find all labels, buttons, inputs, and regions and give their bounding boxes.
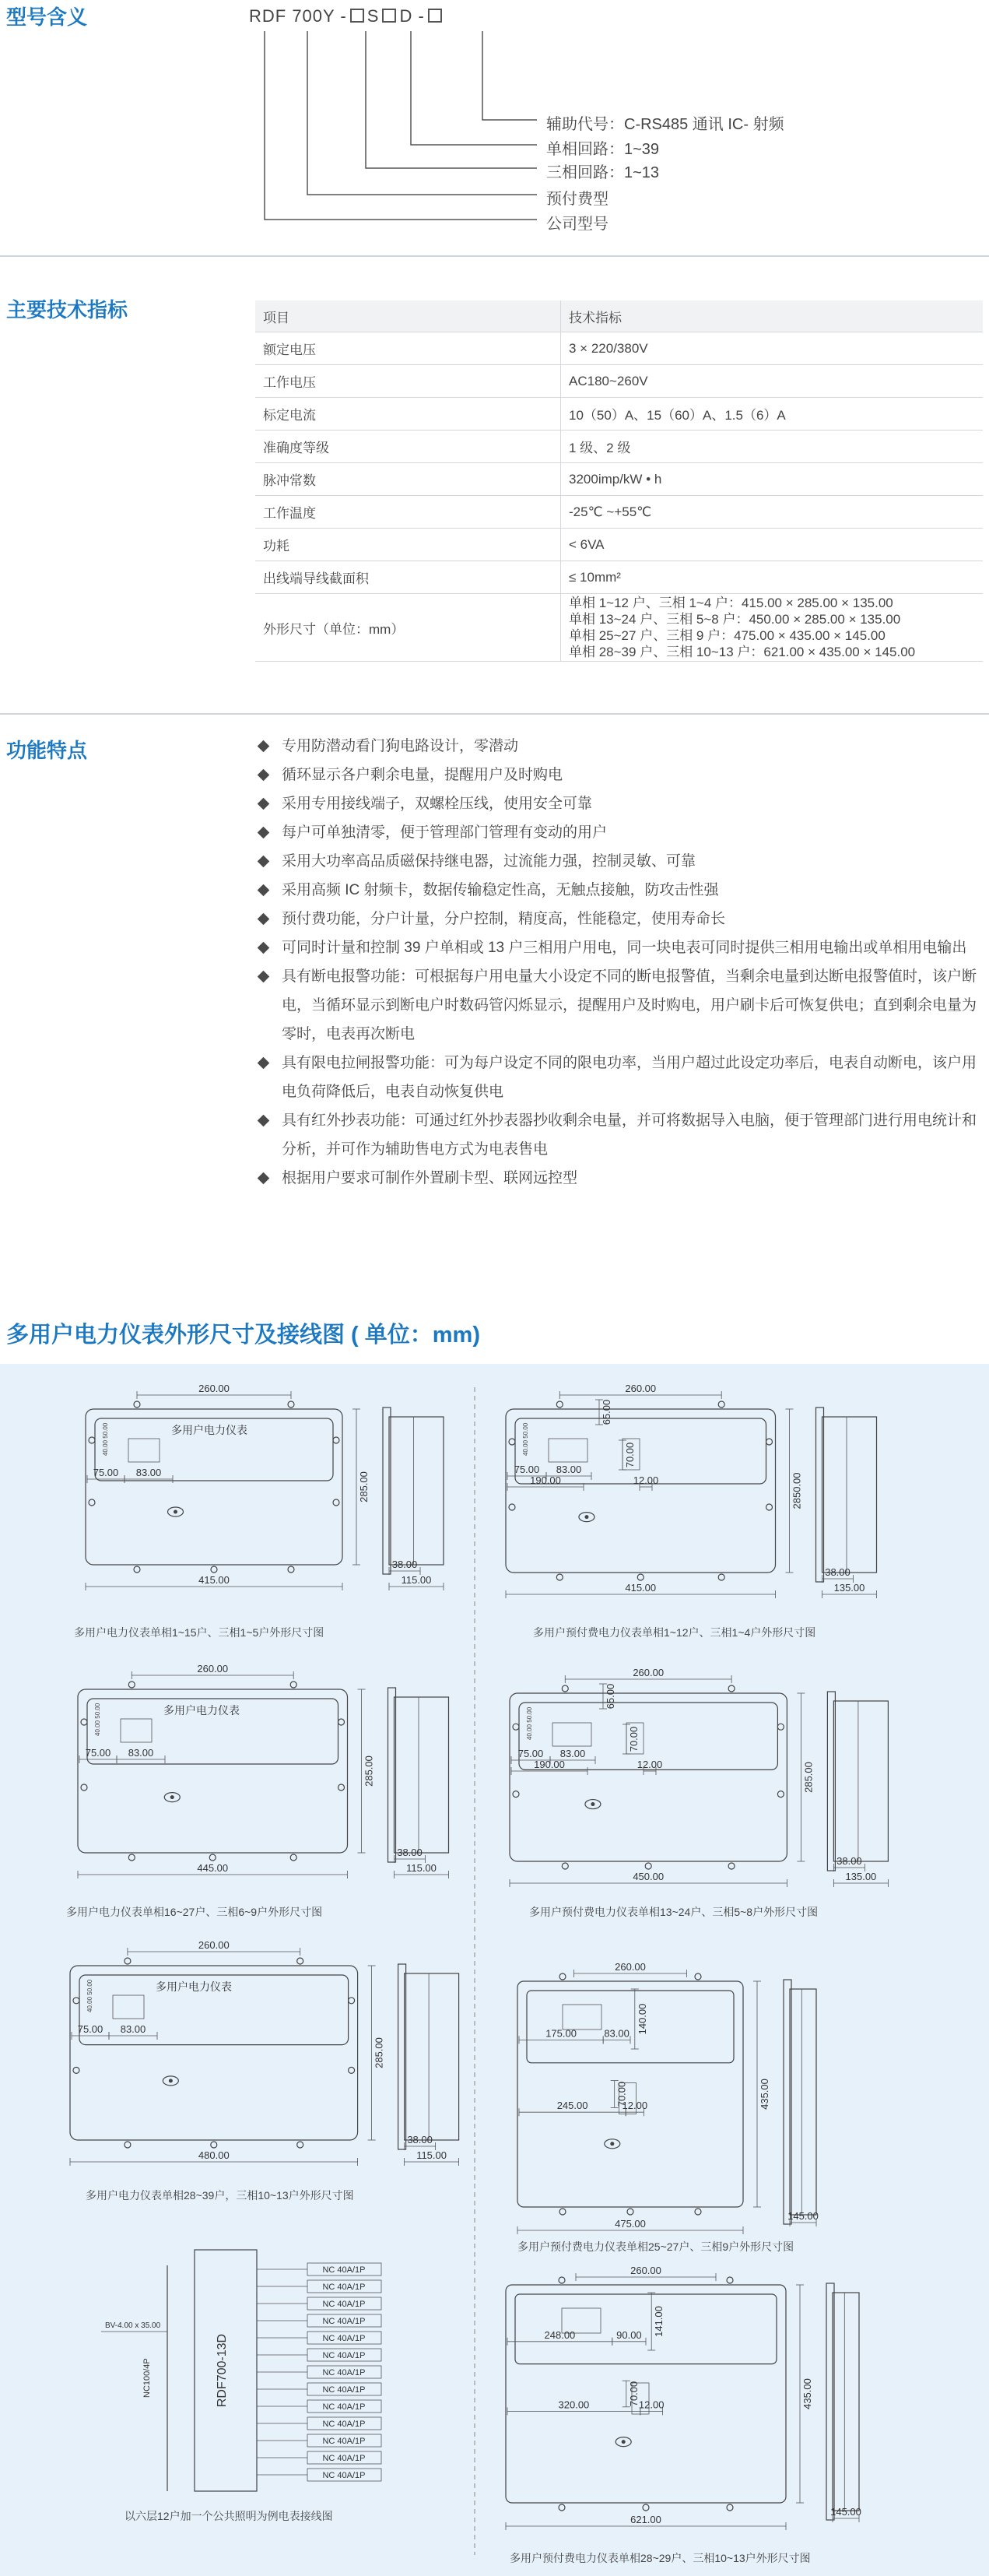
dimension-label: 12.00 — [622, 2100, 648, 2112]
dimension-label: 415.00 — [625, 1582, 657, 1594]
eye-icon-pupil — [170, 1795, 174, 1799]
dimension-label: 40.00 50.00 — [94, 1703, 101, 1736]
table-row — [255, 594, 983, 662]
eye-icon-pupil — [622, 2440, 626, 2444]
model-label-company: 公司型号 — [546, 216, 608, 233]
display-box — [552, 1723, 591, 1746]
table-row — [255, 431, 983, 463]
mount-hole — [728, 1863, 735, 1869]
dimension-label: 83.00 — [556, 1464, 582, 1475]
mount-hole — [288, 1401, 294, 1407]
model-code-prefix: RDF 700Y - — [249, 6, 347, 26]
mount-hole — [509, 1439, 515, 1445]
mount-hole — [728, 1685, 735, 1692]
table-row — [255, 561, 983, 594]
device-label: RDF700-13D — [216, 2333, 229, 2408]
dimension-label: 40.00 50.00 — [102, 1422, 109, 1456]
bus-label: NC100/4P — [142, 2358, 152, 2398]
mount-hole — [125, 1958, 131, 1964]
section-title-specs: 主要技术指标 — [6, 298, 128, 322]
display-box — [113, 1995, 144, 2019]
side-view — [405, 1973, 459, 2140]
dimension-label: 115.00 — [401, 1574, 432, 1586]
mount-hole — [637, 1574, 644, 1580]
dimension-label: 75.00 — [93, 1467, 119, 1478]
mount-hole — [559, 2209, 566, 2215]
dimension-label: 135.00 — [833, 1582, 865, 1594]
table-row — [255, 496, 983, 529]
spec-item: 功耗 — [255, 529, 561, 561]
spec-item: 外形尺寸（单位：mm） — [255, 594, 561, 662]
spec-value: 10（50）A、15（60）A、1.5（6）A — [561, 398, 984, 431]
dimension-label: 12.00 — [633, 1474, 659, 1486]
dimension-label: 38.00 — [407, 2134, 433, 2145]
dimension-label: 83.00 — [120, 2023, 146, 2035]
meter-body — [506, 2285, 786, 2503]
mount-hole — [297, 2142, 303, 2148]
mount-hole — [509, 1504, 515, 1510]
dimension-label: 90.00 — [616, 2328, 642, 2341]
diagram-caption: 多用户电力仪表单相1~15户、三相1~5户外形尺寸图 — [74, 1626, 324, 1639]
breaker-label: NC 40A/1P — [322, 2368, 366, 2377]
breaker-label: NC 40A/1P — [322, 2334, 366, 2343]
mount-hole — [562, 1863, 568, 1869]
dimension-label: 480.00 — [198, 2149, 230, 2161]
spec-header-item: 项目 — [255, 300, 561, 332]
table-row — [255, 365, 983, 398]
spec-value: 1 级、2 级 — [561, 431, 984, 463]
mount-hole — [73, 1998, 79, 2004]
eye-icon-pupil — [169, 2079, 173, 2082]
list-item: 采用专用接线端子，双螺栓压线，使用安全可靠 — [255, 789, 983, 818]
dimension-label: 435.00 — [801, 2378, 813, 2409]
spec-item: 工作温度 — [255, 496, 561, 529]
mount-hole — [556, 1574, 563, 1580]
mount-hole — [81, 1784, 87, 1791]
mount-hole — [695, 2209, 701, 2215]
mount-hole — [718, 1574, 724, 1580]
dimension-label: 285.00 — [363, 1755, 375, 1787]
dimension-label: 12.00 — [637, 1759, 663, 1770]
breaker-label: NC 40A/1P — [322, 2385, 366, 2395]
diagram-caption: 以六层12户加一个公共照明为例电表接线图 — [125, 2510, 333, 2522]
mount-hole — [695, 1973, 701, 1980]
side-view — [822, 1417, 877, 1573]
mount-hole — [288, 1566, 294, 1573]
mount-hole — [643, 2504, 649, 2511]
breaker-label: NC 40A/1P — [322, 2265, 366, 2275]
dimension-drawing — [62, 1382, 498, 1615]
dimension-label: 65.00 — [605, 1683, 616, 1710]
dimension-label: 75.00 — [514, 1464, 540, 1475]
mount-hole — [777, 1724, 784, 1730]
dimension-label: 83.00 — [135, 1467, 162, 1478]
dimension-label: 245.00 — [556, 2100, 588, 2112]
dimension-label: 145.00 — [830, 2506, 861, 2518]
mount-hole — [627, 2209, 633, 2215]
display-box — [563, 2005, 601, 2030]
breaker-label: NC 40A/1P — [322, 2351, 366, 2360]
dimension-label: 141.00 — [653, 2306, 665, 2337]
dims-line: 单相 25~27 户、三相 9 户：475.00 × 435.00 × 145.00 — [569, 628, 886, 643]
dimension-label: 140.00 — [636, 2003, 648, 2035]
dimension-label: 190.00 — [534, 1759, 565, 1770]
display-box — [128, 1439, 160, 1462]
mount-hole — [290, 1854, 296, 1861]
list-item: 采用高频 IC 射频卡，数据传输稳定性高，无触点接触，防攻击性强 — [255, 876, 983, 905]
dimension-label: 38.00 — [391, 1559, 418, 1570]
breaker-label: NC 40A/1P — [322, 2471, 366, 2480]
dimension-label: 285.00 — [802, 1762, 815, 1793]
dimension-drawing — [47, 1938, 482, 2172]
model-label-aux: 辅助代号：C-RS485 通讯 IC- 射频 — [546, 116, 784, 133]
dimension-label: 38.00 — [836, 1855, 862, 1867]
mount-hole — [556, 1401, 563, 1407]
breaker-label: NC 40A/1P — [322, 2317, 366, 2326]
list-item: 预付费功能，分户计量，分户控制，精度高，性能稳定，使用寿命长 — [255, 905, 983, 933]
dimension-label: 260.00 — [633, 1667, 665, 1678]
mount-hole — [349, 1998, 355, 2004]
dimension-label: 260.00 — [198, 1383, 230, 1394]
table-row — [255, 463, 983, 496]
dimension-label: 285.00 — [373, 2037, 385, 2068]
dimension-label: 38.00 — [397, 1847, 423, 1858]
eye-icon-pupil — [610, 2142, 614, 2145]
dims-line: 单相 1~12 户、三相 1~4 户：415.00 × 285.00 × 135.00 — [569, 596, 893, 610]
meter-body — [510, 1693, 787, 1861]
dimension-label: 285.00 — [358, 1471, 370, 1502]
meter-label: 多用户电力仪表 — [156, 1980, 232, 1993]
diagram-caption: 多用户预付费电力仪表单相1~12户、三相1~4户外形尺寸图 — [533, 1626, 816, 1639]
mount-hole — [766, 1439, 773, 1445]
dimension-label: 260.00 — [615, 1962, 646, 1973]
dimension-label: 70.00 — [624, 1442, 636, 1468]
mount-hole — [727, 2504, 733, 2511]
list-item: 具有红外抄表功能：可通过红外抄表器抄收剩余电量，并可将数据导入电脑，便于管理部门进行用电统计和分析，并可作为辅助售电方式为电表售电 — [255, 1106, 983, 1164]
dimension-label: 190.00 — [530, 1474, 561, 1486]
meter-body — [506, 1409, 776, 1573]
mount-hole — [134, 1566, 140, 1573]
mount-hole — [211, 2142, 217, 2148]
mount-hole — [766, 1504, 773, 1510]
list-item: 可同时计量和控制 39 户单相或 13 户三相用户用电，同一块电表可同时提供三相用电输出或单相用电输出 — [255, 933, 983, 962]
mount-hole — [777, 1791, 784, 1798]
mount-hole — [333, 1437, 339, 1443]
dimension-label: 40.00 50.00 — [86, 1979, 93, 2012]
mount-hole — [211, 1566, 217, 1573]
mount-hole — [559, 2504, 565, 2511]
diagram-caption: 多用户预付费电力仪表单相13~24户、三相5~8户外形尺寸图 — [529, 1906, 819, 1918]
dimension-label: 75.00 — [85, 1747, 111, 1759]
spec-table-header — [255, 300, 983, 332]
mount-hole — [562, 1685, 568, 1692]
section-title-features: 功能特点 — [6, 739, 88, 762]
spec-value: < 6VA — [561, 529, 984, 561]
dims-line: 单相 28~39 户、三相 10~13 户：621.00 × 435.00 × 145.00 — [569, 645, 916, 659]
model-label-prepaid: 预付费型 — [546, 191, 608, 208]
mount-hole — [290, 1682, 296, 1688]
dimension-label: 260.00 — [625, 1383, 657, 1394]
dimension-drawing — [54, 1662, 490, 1896]
dimension-label: 65.00 — [601, 1399, 612, 1425]
spec-item: 脉冲常数 — [255, 463, 561, 496]
side-view — [833, 1701, 888, 1861]
mount-hole — [128, 1854, 135, 1861]
mount-hole — [727, 2277, 733, 2283]
meter-label: 多用户电力仪表 — [171, 1424, 247, 1436]
model-label-three: 三相回路：1~13 — [546, 164, 660, 181]
list-item: 具有限电拉闸报警功能：可为每户设定不同的限电功率，当用户超过此设定功率后，电表自动断电，该户用电负荷降低后，电表自动恢复供电 — [255, 1049, 983, 1106]
side-view — [833, 2293, 859, 2511]
dimension-label: 435.00 — [759, 2079, 770, 2110]
mount-hole — [349, 2067, 355, 2073]
mount-hole — [559, 1973, 566, 1980]
dimension-label: 450.00 — [633, 1871, 665, 1882]
mount-hole — [338, 1784, 345, 1791]
dimension-label: 70.00 — [615, 2081, 628, 2107]
table-row — [255, 529, 983, 561]
diagram-caption: 多用户预付费电力仪表单相28~29户、三相10~13户外形尺寸图 — [510, 2552, 811, 2564]
list-item: 专用防潜动看门狗电路设计，零潜动 — [255, 732, 983, 761]
mount-hole — [333, 1499, 339, 1506]
mount-hole — [128, 1682, 135, 1688]
meter-label: 多用户电力仪表 — [163, 1704, 240, 1717]
eye-icon-pupil — [584, 1515, 588, 1519]
table-row — [255, 332, 983, 365]
mount-hole — [209, 1854, 216, 1861]
dimension-label: 75.00 — [77, 2023, 103, 2035]
feature-list — [255, 732, 983, 1193]
dimension-label: 445.00 — [197, 1862, 229, 1874]
dimension-drawing — [486, 1666, 953, 1899]
dimension-label: 40.00 50.00 — [522, 1422, 529, 1456]
diagram-caption: 多用户电力仪表单相28~39户，三相10~13户外形尺寸图 — [86, 2189, 354, 2202]
wiring-diagram — [93, 2242, 436, 2538]
dimension-label: 38.00 — [825, 1566, 850, 1578]
model-code-d: D - — [399, 6, 425, 26]
spec-value: 3 × 220/380V — [561, 332, 984, 365]
mount-hole — [559, 2277, 565, 2283]
dimension-label: 75.00 — [517, 1748, 544, 1759]
mount-hole — [73, 2067, 79, 2073]
section-title-model: 型号含义 — [6, 5, 88, 29]
mount-hole — [718, 1401, 724, 1407]
meter-body — [517, 1981, 743, 2207]
model-code-s: S — [366, 6, 380, 26]
model-code-diagram — [249, 0, 840, 234]
dimension-label: 40.00 50.00 — [526, 1706, 533, 1740]
breaker-label: NC 40A/1P — [322, 2300, 366, 2309]
spec-table — [255, 300, 983, 662]
mount-hole — [125, 2142, 131, 2148]
dimension-label: 115.00 — [406, 1862, 437, 1874]
spec-item: 额定电压 — [255, 332, 561, 365]
list-item: 每户可单独清零，便于管理部门管理有变动的用户 — [255, 818, 983, 847]
cable-label: BV-4.00 x 35.00 — [105, 2321, 161, 2330]
mount-hole — [297, 1958, 303, 1964]
table-row — [255, 398, 983, 431]
mount-hole — [338, 1719, 345, 1725]
eye-icon-pupil — [591, 1802, 594, 1806]
breaker-label: NC 40A/1P — [322, 2283, 366, 2292]
mount-hole — [81, 1719, 87, 1725]
divider — [0, 713, 989, 715]
dimension-label: 475.00 — [615, 2218, 646, 2230]
mount-hole — [89, 1437, 95, 1443]
dimension-label: 83.00 — [604, 2027, 630, 2040]
dimension-label: 83.00 — [128, 1747, 154, 1759]
dimension-label: 135.00 — [845, 1871, 877, 1882]
list-item: 采用大功率高品质磁保持继电器，过流能力强，控制灵敏、可靠 — [255, 847, 983, 876]
spec-value: AC180~260V — [561, 365, 984, 398]
spec-item: 出线端导线截面积 — [255, 561, 561, 594]
list-item: 根据用户要求可制作外置刷卡型、联网远控型 — [255, 1164, 983, 1193]
dimension-drawing — [482, 1382, 949, 1615]
mount-hole — [89, 1499, 95, 1506]
spec-value: ≤ 10mm² — [561, 561, 984, 594]
dimension-drawing — [502, 1962, 969, 2250]
side-view — [395, 1697, 449, 1853]
list-item: 循环显示各户剩余电量，提醒用户及时购电 — [255, 761, 983, 789]
divider — [0, 255, 989, 257]
spec-item: 准确度等级 — [255, 431, 561, 463]
dimension-label: 70.00 — [628, 1726, 640, 1752]
dimension-label: 175.00 — [545, 2027, 577, 2040]
spec-item: 工作电压 — [255, 365, 561, 398]
mount-hole — [513, 1724, 519, 1730]
spec-value: 3200imp/kW • h — [561, 463, 984, 496]
dimension-label: 260.00 — [197, 1663, 229, 1675]
dimension-drawing — [490, 2265, 957, 2546]
dimension-label: 83.00 — [559, 1748, 586, 1759]
spec-value — [561, 594, 984, 662]
spec-header-value: 技术指标 — [561, 300, 984, 332]
list-item: 具有断电报警功能：可根据每户用电量大小设定不同的断电报警值，当剩余电量到达断电报警值时，该户断电，当循环显示到断电户时数码管闪烁显示，提醒用户及时购电，用户刷卡后可恢复供电；直到剩余电量为零时，电表再次断电 — [255, 962, 983, 1049]
dims-line: 单相 13~24 户、三相 5~8 户：450.00 × 285.00 × 135.00 — [569, 612, 901, 627]
dimension-label: 621.00 — [630, 2514, 661, 2525]
breaker-label: NC 40A/1P — [322, 2402, 366, 2412]
breaker-label: NC 40A/1P — [322, 2420, 366, 2429]
spec-value: -25℃ ~+55℃ — [561, 496, 984, 529]
diagram-caption: 多用户预付费电力仪表单相25~27户、三相9户外形尺寸图 — [517, 2240, 794, 2253]
mount-hole — [645, 1863, 651, 1869]
mount-hole — [513, 1791, 519, 1798]
dimension-label: 115.00 — [416, 2149, 447, 2161]
side-view — [389, 1417, 444, 1565]
breaker-label: NC 40A/1P — [322, 2454, 366, 2463]
mount-hole — [134, 1401, 140, 1407]
diagram-caption: 多用户电力仪表单相16~27户、三相6~9户外形尺寸图 — [66, 1906, 323, 1918]
dimension-label: 260.00 — [198, 1939, 230, 1951]
section-title-diagrams: 多用户电力仪表外形尺寸及接线图 ( 单位：mm) — [6, 1323, 481, 1348]
eye-icon-pupil — [174, 1510, 177, 1514]
meter-window — [527, 1991, 734, 2063]
model-label-single: 单相回路：1~39 — [546, 141, 660, 158]
side-view — [790, 1989, 816, 2215]
display-box — [549, 1439, 587, 1462]
dimension-label: 248.00 — [544, 2328, 576, 2341]
dimension-label: 320.00 — [558, 2399, 590, 2411]
breaker-label: NC 40A/1P — [322, 2437, 366, 2446]
dimension-label: 2850.00 — [791, 1472, 803, 1509]
dimension-label: 12.00 — [638, 2399, 665, 2411]
dimension-label: 70.00 — [627, 2381, 640, 2407]
display-box — [121, 1719, 152, 1742]
spec-item: 标定电流 — [255, 398, 561, 431]
dimension-label: 260.00 — [630, 2265, 661, 2276]
dimension-label: 415.00 — [198, 1574, 230, 1586]
dimension-label: 145.00 — [787, 2210, 819, 2222]
